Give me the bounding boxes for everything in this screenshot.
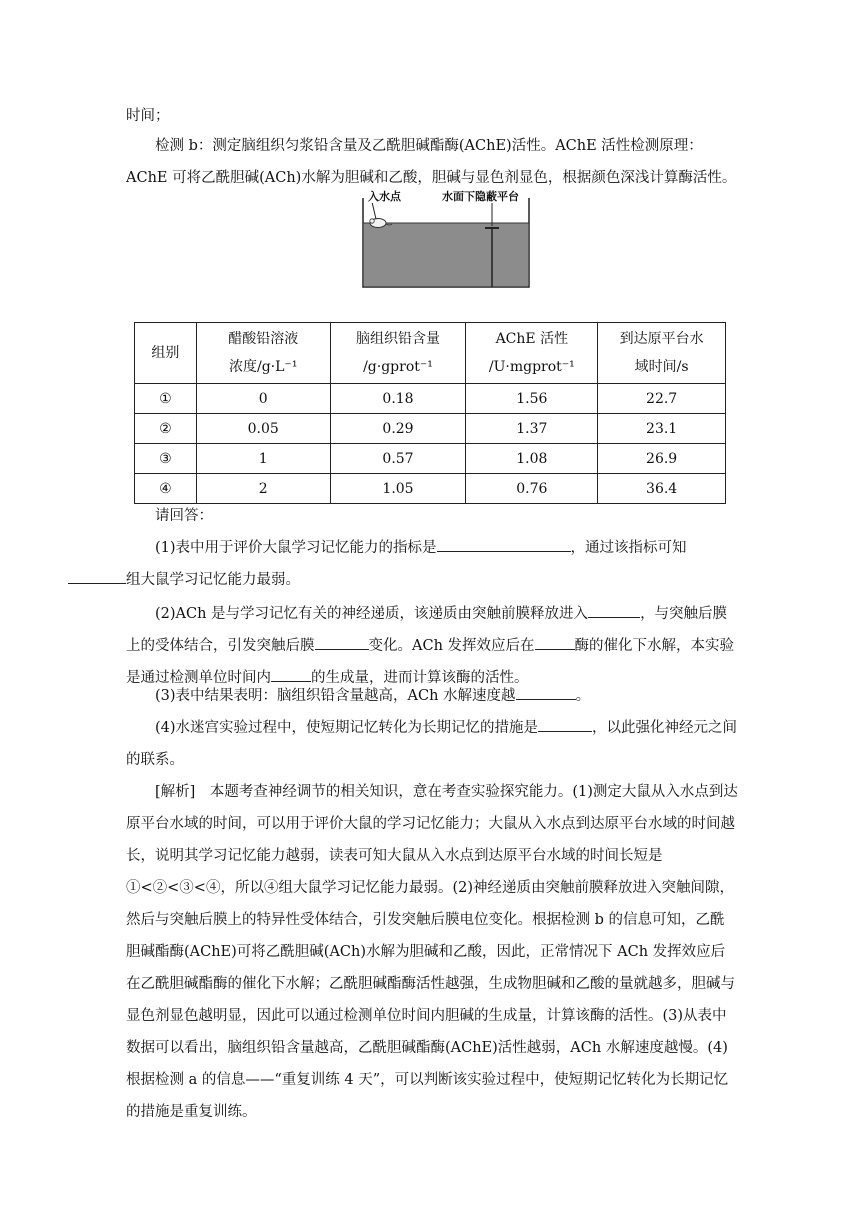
table-cell: 0 (196, 384, 330, 414)
table-cell: 1 (196, 444, 330, 474)
intro-line: 时间； (126, 108, 170, 124)
table-row (135, 414, 726, 444)
table-cell: 1.08 (466, 444, 598, 474)
question-4: (4)水迷宫实验过程中，使短期记忆转化为长期记忆的措施是 ，以此强化神经元之间的联系。 (126, 712, 738, 776)
table-cell: 0.18 (330, 384, 466, 414)
table-cell: 36.4 (598, 474, 726, 504)
header-lead-content: 脑组织铅含量 /g·gprot⁻¹ (330, 323, 466, 384)
header-group: 组别 (135, 323, 197, 384)
table-cell: ④ (135, 474, 197, 504)
entry-point-label: 入水点 (368, 190, 401, 203)
header-concentration: 醋酸铅溶液 浓度/g·L⁻¹ (196, 323, 330, 384)
answer-blank[interactable] (535, 633, 575, 650)
table-cell: 0.57 (330, 444, 466, 474)
table-cell: 0.29 (330, 414, 466, 444)
answer-blank[interactable] (315, 633, 369, 650)
answer-blank[interactable] (437, 535, 571, 552)
table-cell: 0.05 (196, 414, 330, 444)
table-cell: 1.05 (330, 474, 466, 504)
answer-prompt: 请回答： (155, 508, 213, 524)
detection-b-paragraph: 检测 b：测定脑组织匀浆铅含量及乙酰胆碱酯酶(AChE)活性。AChE 活性检测原理：AChE 可将乙酰胆碱(ACh)水解为胆碱和乙酸，胆碱与显色剂显色，根据颜色深浅计算酶活性。 (126, 138, 737, 186)
answer-blank[interactable] (538, 715, 592, 732)
question-1: (1)表中用于评价大鼠学习记忆能力的指标是 ，通过该指标可知 组大鼠学习记忆能力最弱。 (126, 532, 738, 596)
table-cell: 23.1 (598, 414, 726, 444)
table-cell: 0.76 (466, 474, 598, 504)
analysis-tag: [解析] (155, 784, 196, 800)
table-cell: ③ (135, 444, 197, 474)
table-cell: 22.7 (598, 384, 726, 414)
header-time: 到达原平台水 域时间/s (598, 323, 726, 384)
answer-blank[interactable] (516, 683, 576, 700)
header-ache-activity: AChE 活性 /U·mgprot⁻¹ (466, 323, 598, 384)
question-2: (2)ACh 是与学习记忆有关的神经递质，该递质由突触前膜释放进入 ，与突触后膜上的受体结合，引发突触后膜 变化。ACh 发挥效应后在 酶的催化下水解，本实验是通过检测单位时间内 的生成量，进而计算该酶的活性。 (126, 598, 738, 694)
analysis-paragraph (126, 776, 738, 1128)
table-row (135, 384, 726, 414)
answer-blank[interactable] (68, 567, 126, 584)
table-cell: ① (135, 384, 197, 414)
table-cell: ② (135, 414, 197, 444)
water-maze-figure (362, 190, 530, 288)
table-cell: 1.56 (466, 384, 598, 414)
table-row (135, 444, 726, 474)
analysis-text: 本题考查神经调节的相关知识，意在考查实验探究能力。(1)测定大鼠从入水点到达原平台水域的时间，可以用于评价大鼠的学习记忆能力；大鼠从入水点到达原平台水域的时间越长，说明其学习记忆能力越弱，读表可知大鼠从入水点到达原平台水域的时间长短是①<②<③<④，所以④组大鼠学习记忆能力最弱。(2)神经递质由突触前膜释放进入突触间隙，然后与突触后膜上的特异性受体结合，引发突触后膜电位变化。根据检测 b 的信息可知，乙酰胆碱酯酶(AChE)可将乙酰胆碱(ACh)水解为胆碱和乙酸，因此，正常情况下 ACh 发挥效应后在乙酰胆碱酯酶的催化下水解；乙酰胆碱酯酶活性越强，生成物胆碱和乙酸的量就越多，胆碱与显色剂显色越明显，因此可以通过检测单位时间内胆碱的生成量，计算该酶的活性。(3)从表中数据可以看出，脑组织铅含量越高，乙酰胆碱酯酶(AChE)活性越弱，ACh 水解速度越慢。(4)根据检测 a 的信息——“重复训练 4 天”，可以判断该实验过程中，使短期记忆转化为长期记忆的措施是重复训练。 (126, 784, 738, 1120)
table-cell: 1.37 (466, 414, 598, 444)
table-header-row (135, 323, 726, 384)
table-cell: 26.9 (598, 444, 726, 474)
results-table (134, 322, 726, 504)
table-cell: 2 (196, 474, 330, 504)
hidden-platform-label: 水面下隐蔽平台 (442, 190, 519, 203)
question-3: (3)表中结果表明：脑组织铅含量越高，ACh 水解速度越 。 (126, 680, 738, 712)
answer-blank[interactable] (588, 601, 640, 618)
water-area (364, 223, 528, 286)
table-row (135, 474, 726, 504)
